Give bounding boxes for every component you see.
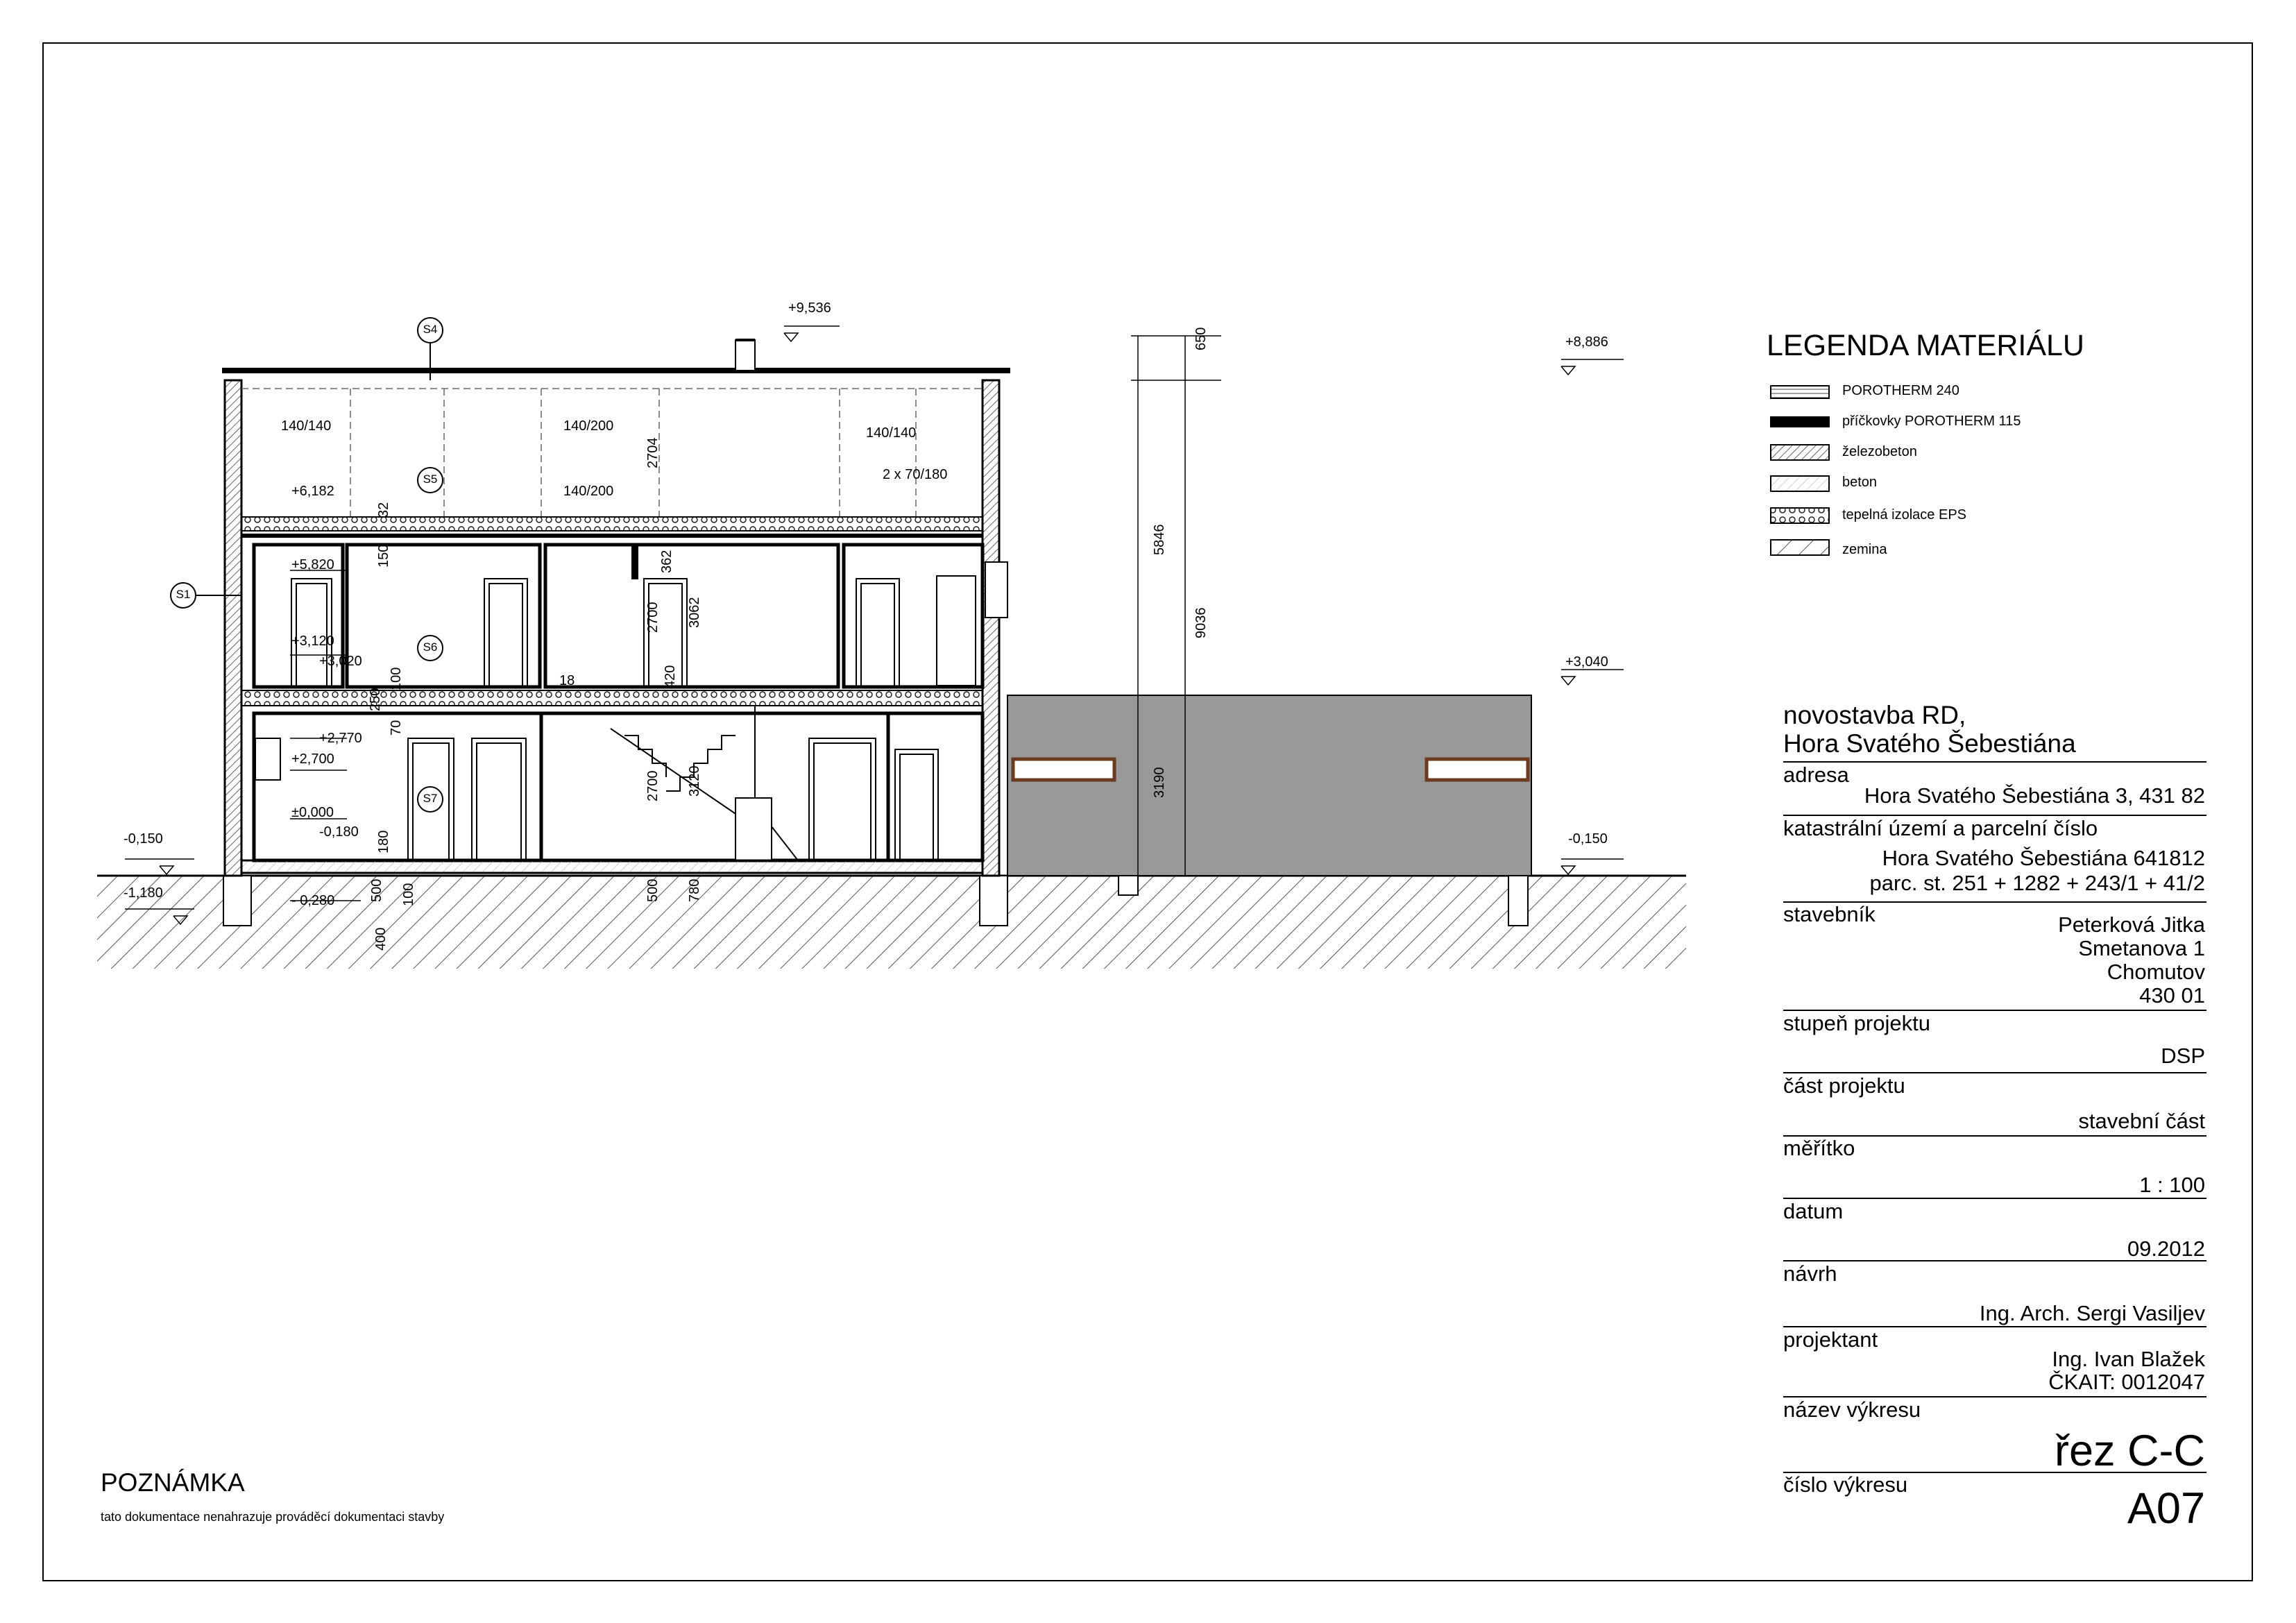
attic-floor-slab — [241, 517, 983, 531]
beam-label-2: 140/200 — [563, 418, 614, 434]
level-foundation: -1,180 — [124, 885, 163, 901]
beam-label-5: 2 x 70/180 — [883, 467, 948, 482]
note-title: POZNÁMKA — [101, 1468, 245, 1497]
investor-line-2: Smetanova 1 — [2078, 936, 2205, 960]
garage-window-left — [1013, 759, 1114, 780]
cadastral-value-1: Hora Svatého Šebestiána 641812 — [1882, 846, 2205, 870]
dim-5846: 5846 — [1152, 524, 1167, 555]
date-label: datum — [1783, 1199, 1844, 1223]
left-outer-wall — [225, 380, 241, 876]
level-ridge: +9,536 — [788, 300, 831, 316]
level-garage-roof: +3,040 — [1565, 654, 1608, 670]
engineer-line-1: Ing. Ivan Blažek — [2052, 1347, 2205, 1371]
note-text: tato dokumentace nenahrazuje prováděcí dokumentaci stavby — [101, 1510, 445, 1524]
garage-window-right — [1427, 759, 1528, 780]
investor-line-4: 430 01 — [2139, 983, 2205, 1008]
engineer-line-2: ČKAIT: 0012047 — [2048, 1370, 2205, 1394]
address-value: Hora Svatého Šebestiána 3, 431 82 — [1864, 783, 2205, 808]
dim-500-mid: 500 — [645, 878, 661, 902]
tb-rule — [1783, 1198, 2206, 1199]
legend-item-zemina: zemina — [1842, 542, 1887, 557]
dim-32: 32 — [376, 502, 391, 518]
beam-label-3: 140/140 — [866, 425, 917, 441]
legend-item-porotherm-115: příčkovky POROTHERM 115 — [1842, 414, 2021, 429]
staircase — [611, 706, 798, 860]
scale-label: měřítko — [1783, 1136, 1855, 1160]
dim-500-left: 500 — [369, 878, 384, 902]
dim-420: 420 — [663, 665, 678, 688]
dim-362: 362 — [659, 550, 674, 573]
drawing-name-value: řez C-C — [2055, 1427, 2205, 1475]
soil-hatch — [97, 876, 1686, 969]
cadastral-value-2: parc. st. 251 + 1282 + 243/1 + 41/2 — [1869, 871, 2205, 895]
design-label: návrh — [1783, 1261, 1837, 1286]
dim-18: 18 — [559, 673, 575, 688]
drawing-name-label: název výkresu — [1783, 1397, 1921, 1422]
legend-item-eps: tepelná izolace EPS — [1842, 507, 1967, 522]
legend-item-beton: beton — [1842, 475, 1878, 490]
dim-3120: 3120 — [687, 765, 702, 797]
dim-650: 650 — [1193, 327, 1209, 350]
dim-400: 400 — [373, 927, 389, 951]
dim-180: 180 — [376, 830, 391, 853]
level-first-ceiling: +3,120 — [291, 634, 334, 649]
project-title — [1783, 701, 2076, 758]
project-title-line1: novostavba RD, — [1783, 701, 1966, 729]
drawing-number-value: A07 — [2127, 1484, 2205, 1533]
project-title-line2: Hora Svatého Šebestiána — [1783, 729, 2076, 758]
level-upper-slab: +6,182 — [291, 484, 334, 499]
date-value: 09.2012 — [2127, 1237, 2205, 1261]
beam-label-4: 140/200 — [563, 484, 614, 499]
cadastral-label: katastrální území a parcelní číslo — [1783, 816, 2098, 840]
part-label: část projektu — [1783, 1073, 1905, 1098]
beam-label-1: 140/140 — [281, 418, 332, 434]
dim-3062: 3062 — [687, 597, 702, 628]
level-terrain-left: -0,150 — [124, 831, 163, 847]
dim-150: 150 — [376, 544, 391, 568]
garage-block — [1007, 695, 1531, 876]
dim-100-mid: 100 — [389, 667, 404, 690]
legend-title: LEGENDA MATERIÁLU — [1767, 329, 2084, 362]
ground-slab — [241, 860, 983, 873]
address-label: adresa — [1783, 763, 1849, 787]
dim-2704: 2704 — [645, 437, 661, 468]
dim-9036: 9036 — [1193, 607, 1209, 638]
level-minus-018: -0,180 — [319, 824, 359, 840]
level-upper-floor: +5,820 — [291, 557, 334, 572]
marker-s1: S1 — [176, 588, 191, 601]
dim-70: 70 — [389, 720, 404, 736]
drawing-number-label: číslo výkresu — [1783, 1472, 1908, 1497]
marker-s5: S5 — [423, 473, 438, 486]
level-zero: ±0,000 — [291, 805, 334, 820]
dim-3190: 3190 — [1152, 767, 1167, 798]
part-value: stavební část — [2078, 1109, 2205, 1133]
dim-2700-lower: 2700 — [645, 770, 661, 801]
investor-line-3: Chomutov — [2107, 960, 2205, 984]
scale-value: 1 : 100 — [2139, 1173, 2205, 1197]
first-floor-slab — [241, 690, 983, 706]
tb-rule — [1783, 1260, 2206, 1261]
level-terrain-right: -0,150 — [1568, 831, 1608, 847]
dim-780: 780 — [687, 878, 702, 902]
level-first-floor-top: +3,020 — [319, 654, 362, 669]
legend-item-zelezobeton: železobeton — [1842, 444, 1917, 459]
level-minus-028: - 0,280 — [291, 893, 335, 908]
investor-line-1: Peterková Jitka — [2058, 912, 2205, 937]
legend-item-porotherm-240: POROTHERM 240 — [1842, 383, 1959, 398]
marker-s6: S6 — [423, 640, 438, 654]
design-value: Ing. Arch. Sergi Vasiljev — [1979, 1301, 2205, 1325]
engineer-label: projektant — [1783, 1327, 1878, 1352]
dim-250: 250 — [368, 688, 383, 711]
stage-value: DSP — [2161, 1044, 2205, 1068]
marker-s4: S4 — [423, 323, 438, 336]
stage-label: stupeň projektu — [1783, 1011, 1930, 1035]
marker-s7: S7 — [423, 792, 438, 805]
legend-swatches — [1771, 386, 1829, 555]
dim-100-bottom: 100 — [401, 883, 416, 906]
right-outer-wall — [983, 380, 999, 876]
investor-label: stavebník — [1783, 902, 1876, 926]
level-ground-ceiling: +2,770 — [319, 731, 362, 746]
level-ground-ceiling2: +2,700 — [291, 751, 334, 767]
dim-2700-upper: 2700 — [645, 602, 661, 633]
level-garage-top: +8,886 — [1565, 334, 1608, 350]
